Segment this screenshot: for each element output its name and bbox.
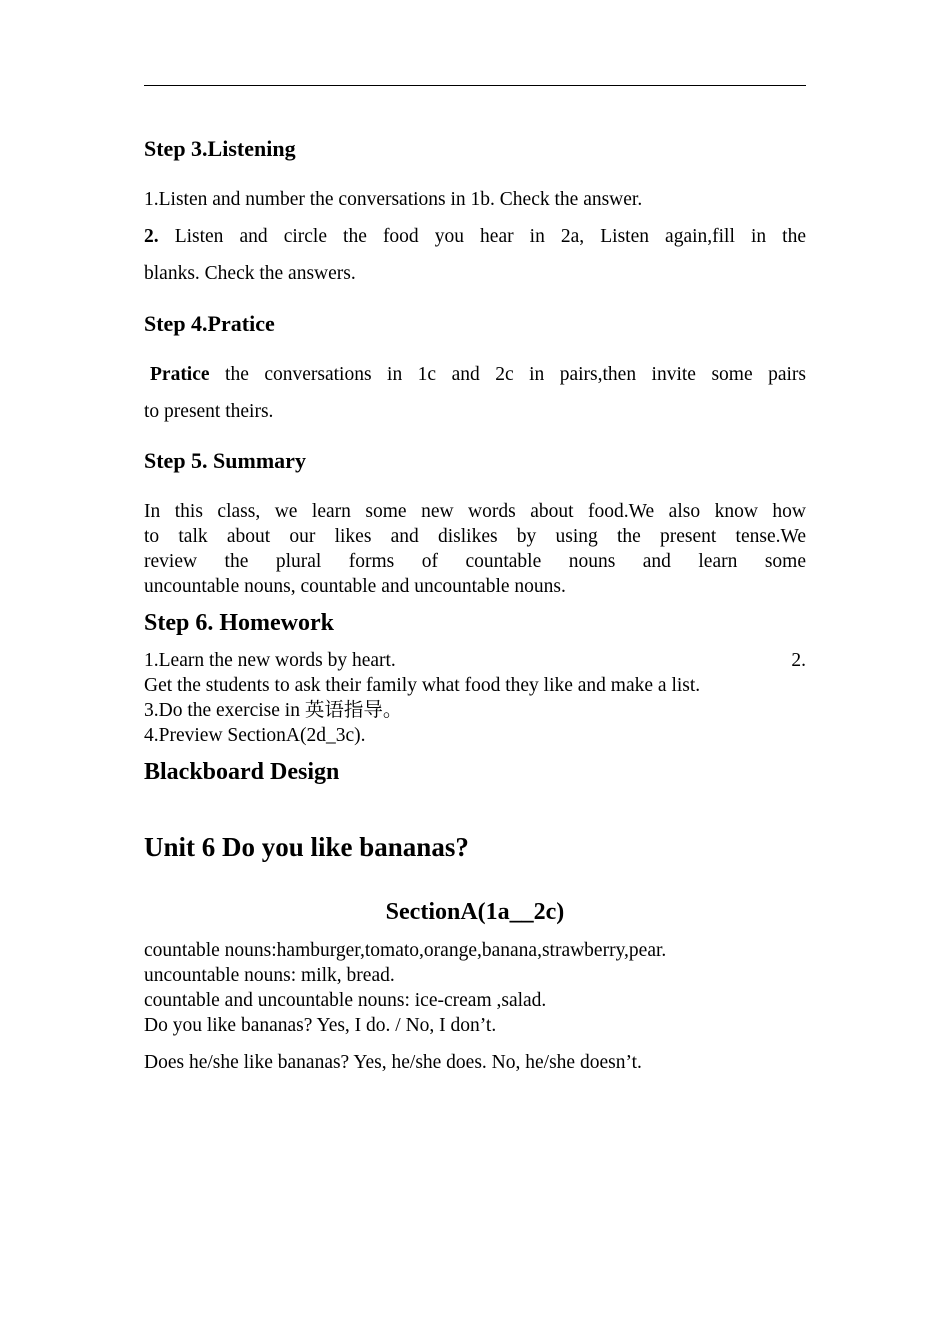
step5-line: In this class, we learn some new words about food.We also know how xyxy=(144,501,806,522)
step4-line1-text: the conversations in 1c and 2c in pairs,then invite some pairs xyxy=(225,364,806,385)
blackboard-line: countable and uncountable nouns: ice-cream ,salad. xyxy=(144,990,547,1011)
step4-line2: to present theirs. xyxy=(144,401,274,422)
blackboard-line: Do you like bananas? Yes, I do. / No, I don’t. xyxy=(144,1015,497,1036)
step4-heading: Step 4.Pratice xyxy=(144,311,275,336)
unit-title: Unit 6 Do you like bananas? xyxy=(144,832,469,862)
step5-line: uncountable nouns, countable and uncountable nouns. xyxy=(144,576,566,597)
blackboard-line: uncountable nouns: milk, bread. xyxy=(144,965,395,986)
step6-item4: 4.Preview SectionA(2d_3c). xyxy=(144,725,366,746)
step6-item1: 1.Learn the new words by heart. xyxy=(144,650,396,671)
blackboard-line: countable nouns:hamburger,tomato,orange,banana,strawberry,pear. xyxy=(144,940,667,961)
step3-item2-number: 2. xyxy=(144,226,159,247)
step3-heading: Step 3.Listening xyxy=(144,136,296,161)
step6-item1-row xyxy=(144,648,806,673)
step4-bold-word: Pratice xyxy=(150,364,210,385)
step5-heading: Step 5. Summary xyxy=(144,448,306,473)
step3-item2-line2: blanks. Check the answers. xyxy=(144,263,356,284)
step3-item1: 1.Listen and number the conversations in 1b. Check the answer. xyxy=(144,189,643,210)
step5-line: review the plural forms of countable nouns and learn some xyxy=(144,551,806,572)
step5-line: to talk about our likes and dislikes by using the present tense.We xyxy=(144,526,806,547)
step6-item3: 3.Do the exercise in 英语指导。 xyxy=(144,700,403,721)
step4-line1 xyxy=(144,362,806,387)
header-rule xyxy=(144,85,806,86)
step6-heading: Step 6. Homework xyxy=(144,610,334,636)
section-title: SectionA(1a__2c) xyxy=(385,899,565,925)
step6-item2-number: 2. xyxy=(791,650,806,671)
step3-item2-text: Listen and circle the food you hear in 2a, Listen again,fill in the xyxy=(174,226,806,247)
blackboard-last-line: Does he/she like bananas? Yes, he/she does. No, he/she doesn’t. xyxy=(144,1052,642,1073)
step6-item2: Get the students to ask their family what food they like and make a list. xyxy=(144,675,701,696)
blackboard-heading: Blackboard Design xyxy=(144,759,340,785)
step3-item2-line1 xyxy=(144,224,806,249)
